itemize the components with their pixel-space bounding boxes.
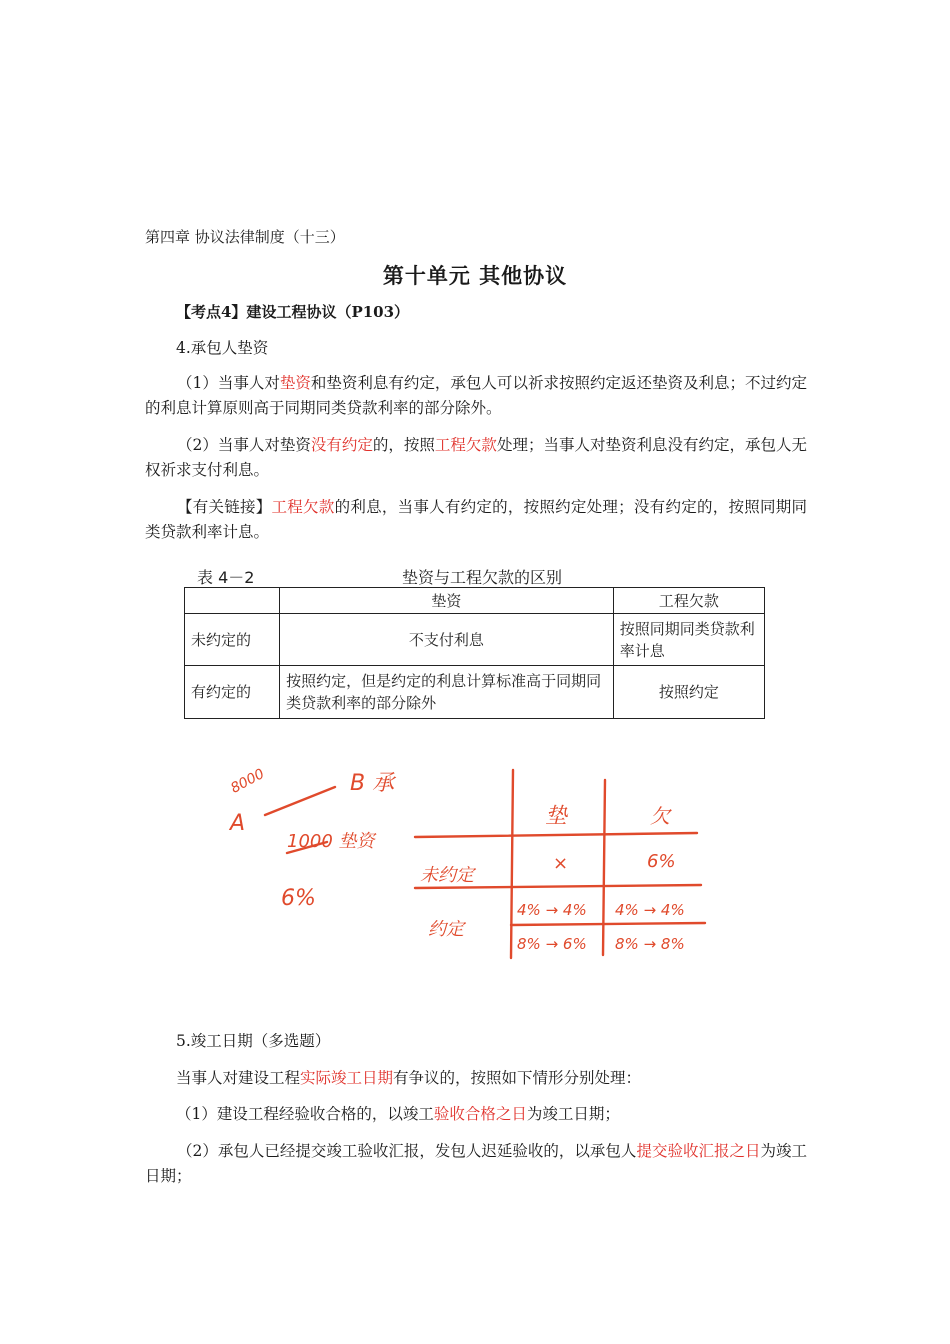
paragraph-2: [145, 433, 807, 483]
paragraph-1: [145, 371, 807, 421]
table-header-cell: [185, 588, 280, 614]
p5-text-c: 有争议的，按照如下情形分别处理：: [393, 1069, 642, 1087]
handwritten-notes: [215, 755, 715, 980]
note-stroke: [265, 787, 335, 815]
paragraph-3: [145, 495, 807, 545]
table-header-row: [185, 588, 765, 614]
p3-link-label: 【有关链接】: [177, 498, 272, 516]
table-cell: 按照同期同类贷款利率计息: [613, 614, 764, 666]
p6-highlight: 验收合格之日: [433, 1105, 527, 1123]
p1-highlight: 垫资: [279, 374, 311, 392]
table-row: [185, 666, 765, 719]
note-grid-line: [603, 780, 605, 955]
p7-text-c: 为竣工日期；: [145, 1142, 807, 1185]
chapter-heading: 第四章 协议法律制度（十三）: [145, 228, 345, 246]
note-cell: 8% → 8%: [615, 935, 685, 953]
p2-text-e: 处理；当事人对垫资利息没有约定，承包人无权祈求支付利息。: [145, 436, 807, 479]
table-cell: 按照约定，但是约定的利息计算标准高于同期同类贷款利率的部分除外: [280, 666, 614, 719]
exam-point-heading: 【考点4】建设工程协议（P103）: [176, 303, 410, 321]
paragraph-7: [145, 1139, 807, 1189]
item5-heading: 5.竣工日期（多选题）: [176, 1032, 331, 1050]
p2-highlight-2: 工程欠款: [434, 436, 497, 454]
p5-highlight: 实际竣工日期: [300, 1069, 394, 1087]
note-b-label: B 承: [350, 771, 395, 796]
p2-text-a: （2）当事人对垫资: [177, 436, 311, 454]
p2-highlight-1: 没有约定: [310, 436, 373, 454]
table-header-cell: 垫资: [280, 588, 614, 614]
p3-highlight: 工程欠款: [271, 498, 335, 516]
note-loan: 1000 垫资: [287, 831, 375, 852]
note-grid-line: [511, 770, 513, 958]
note-a-label: A: [230, 811, 246, 836]
note-grid-line: [415, 833, 697, 837]
note-rate: 6%: [281, 886, 316, 911]
table-row: [185, 614, 765, 666]
note-row-1: 未约定: [420, 865, 474, 886]
note-cell: 6%: [647, 851, 676, 872]
note-row-2: 约定: [428, 919, 464, 940]
p7-text-a: （2）承包人已经提交竣工验收汇报，发包人迟延验收的，以承包人: [177, 1142, 637, 1160]
paragraph-6: [176, 1102, 620, 1127]
note-cell: 4% → 4%: [615, 901, 685, 919]
note-cell: 4% → 4%: [517, 901, 587, 919]
unit-title: 第十单元 其他协议: [382, 263, 568, 288]
p7-highlight: 提交验收汇报之日: [636, 1142, 761, 1160]
table-title: 垫资与工程欠款的区别: [402, 568, 563, 587]
note-grid-line: [511, 923, 705, 925]
note-col-1: 垫: [545, 804, 568, 829]
table-cell: 按照约定: [613, 666, 764, 719]
p2-text-c: 的，按照: [372, 436, 435, 454]
paragraph-5: [176, 1066, 641, 1091]
note-cell: ×: [553, 853, 569, 874]
note-col-2: 欠: [650, 804, 670, 828]
note-a-amount: 8000: [228, 765, 268, 797]
table-cell: 未约定的: [185, 614, 280, 666]
comparison-table: [184, 587, 765, 719]
p3-text-c: 的利息，当事人有约定的，按照约定处理；没有约定的，按照同期同类贷款利率计息。: [145, 498, 807, 541]
item4-heading: 4.承包人垫资: [176, 339, 269, 357]
table-number: 表 4－2: [197, 568, 255, 587]
p6-text-a: （1）建设工程经验收合格的，以竣工: [176, 1105, 434, 1123]
p1-text-c: 和垫资利息有约定，承包人可以祈求按照约定返还垫资及利息；不过约定的利息计算原则高于同期同类贷款利率的部分除外。: [145, 374, 807, 417]
p5-text-a: 当事人对建设工程: [176, 1069, 301, 1087]
note-cell: 8% → 6%: [517, 935, 587, 953]
table-header-cell: 工程欠款: [613, 588, 764, 614]
table-cell: 不支付利息: [280, 614, 614, 666]
p1-text-a: （1）当事人对: [177, 374, 280, 392]
p6-text-c: 为竣工日期；: [526, 1105, 620, 1123]
table-cell: 有约定的: [185, 666, 280, 719]
